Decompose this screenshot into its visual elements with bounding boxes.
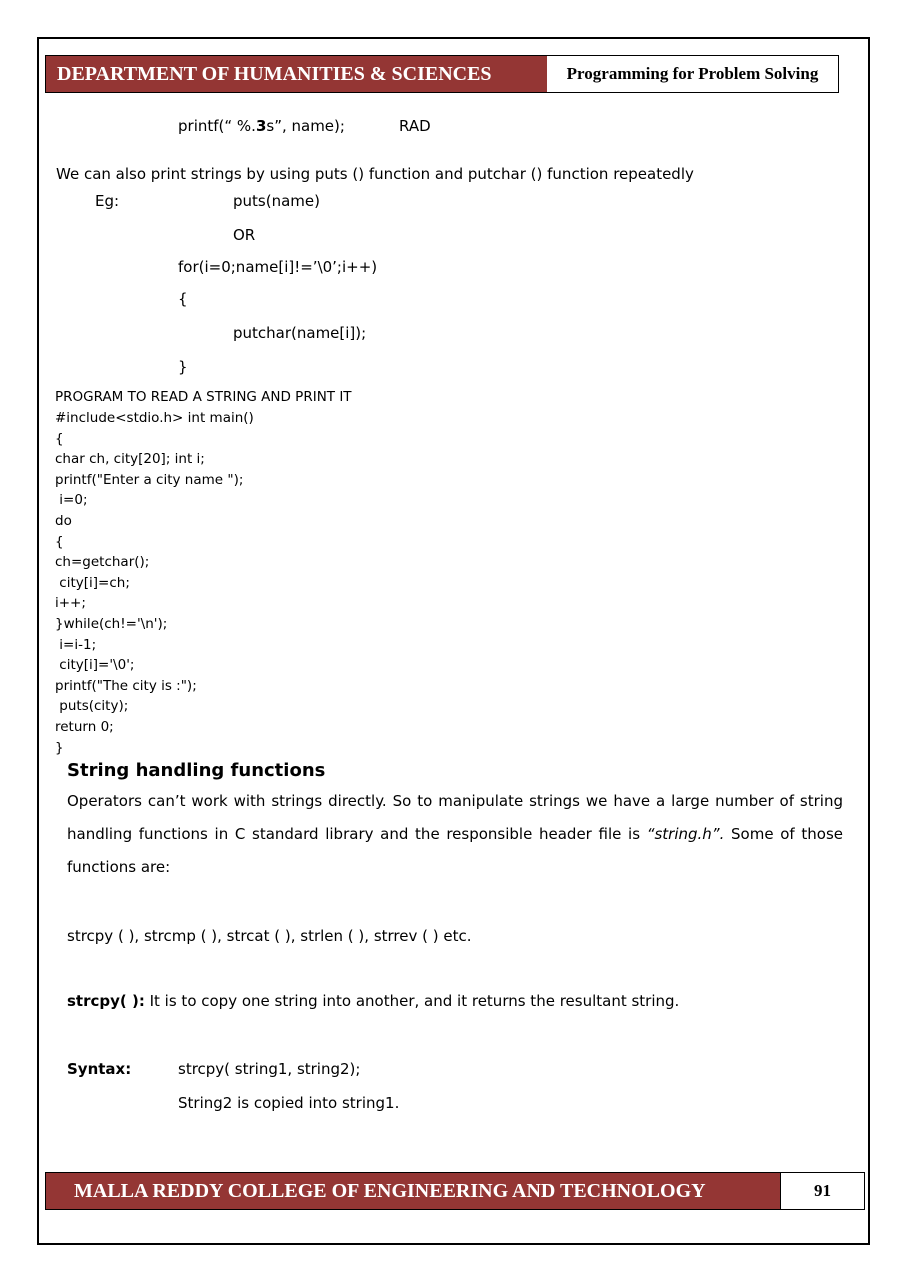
code-line: city[i]='\0'; [55, 657, 135, 674]
code-line: char ch, city[20]; int i; [55, 451, 205, 468]
code-line: i=0; [55, 492, 88, 509]
function-list: strcpy ( ), strcmp ( ), strcat ( ), strlen ( ), strrev ( ) etc. [67, 927, 472, 945]
or-text: OR [233, 226, 256, 244]
code-line: { [55, 430, 64, 447]
printf-precision-example: printf(“ %.3s”, name); [178, 117, 345, 135]
program-title: PROGRAM TO READ A STRING AND PRINT IT [55, 389, 352, 405]
printf-output: RAD [399, 117, 431, 135]
syntax-code: strcpy( string1, string2); [178, 1060, 361, 1078]
code-line: puts(city); [55, 698, 129, 715]
putchar-line: putchar(name[i]); [233, 324, 367, 342]
code-line: #include<stdio.h> int main() [55, 410, 254, 426]
code-line: ch=getchar(); [55, 554, 150, 571]
code-line: printf("The city is :"); [55, 677, 197, 694]
code-line: } [55, 739, 64, 756]
puts-example: puts(name) [233, 192, 320, 210]
department-title: DEPARTMENT OF HUMANITIES & SCIENCES [46, 56, 547, 92]
code-line: { [55, 533, 64, 550]
close-brace: } [178, 358, 188, 376]
page-number: 91 [781, 1173, 864, 1209]
subject-title: Programming for Problem Solving [547, 56, 838, 92]
syntax-label: Syntax: [67, 1060, 132, 1078]
strcpy-definition: strcpy( ): It is to copy one string into another, and it returns the resultant string. [67, 992, 680, 1010]
section-heading: String handling functions [67, 760, 326, 781]
for-loop-line: for(i=0;name[i]!=’\0’;i++) [178, 258, 378, 276]
page-footer [45, 1172, 865, 1210]
code-line: do [55, 512, 72, 529]
program-code [55, 408, 254, 758]
open-brace: { [178, 290, 188, 308]
eg-label: Eg: [95, 192, 120, 210]
code-line: }while(ch!='\n'); [55, 615, 168, 632]
syntax-note: String2 is copied into string1. [178, 1094, 400, 1112]
code-line: i=i-1; [55, 636, 97, 653]
intro-text: We can also print strings by using puts () function and putchar () function repeatedly [56, 165, 694, 183]
code-line: city[i]=ch; [55, 574, 130, 591]
code-line: i++; [55, 595, 86, 612]
page-header [45, 55, 839, 93]
code-line: return 0; [55, 718, 114, 735]
college-name: MALLA REDDY COLLEGE OF ENGINEERING AND TECHNOLOGY [46, 1173, 781, 1209]
section-paragraph: Operators can’t work with strings directly. So to manipulate strings we have a large number of string handling functions in C standard library and the responsible header file is “string.h”. Some of those functions are: [67, 792, 843, 876]
code-line: printf("Enter a city name "); [55, 471, 244, 488]
